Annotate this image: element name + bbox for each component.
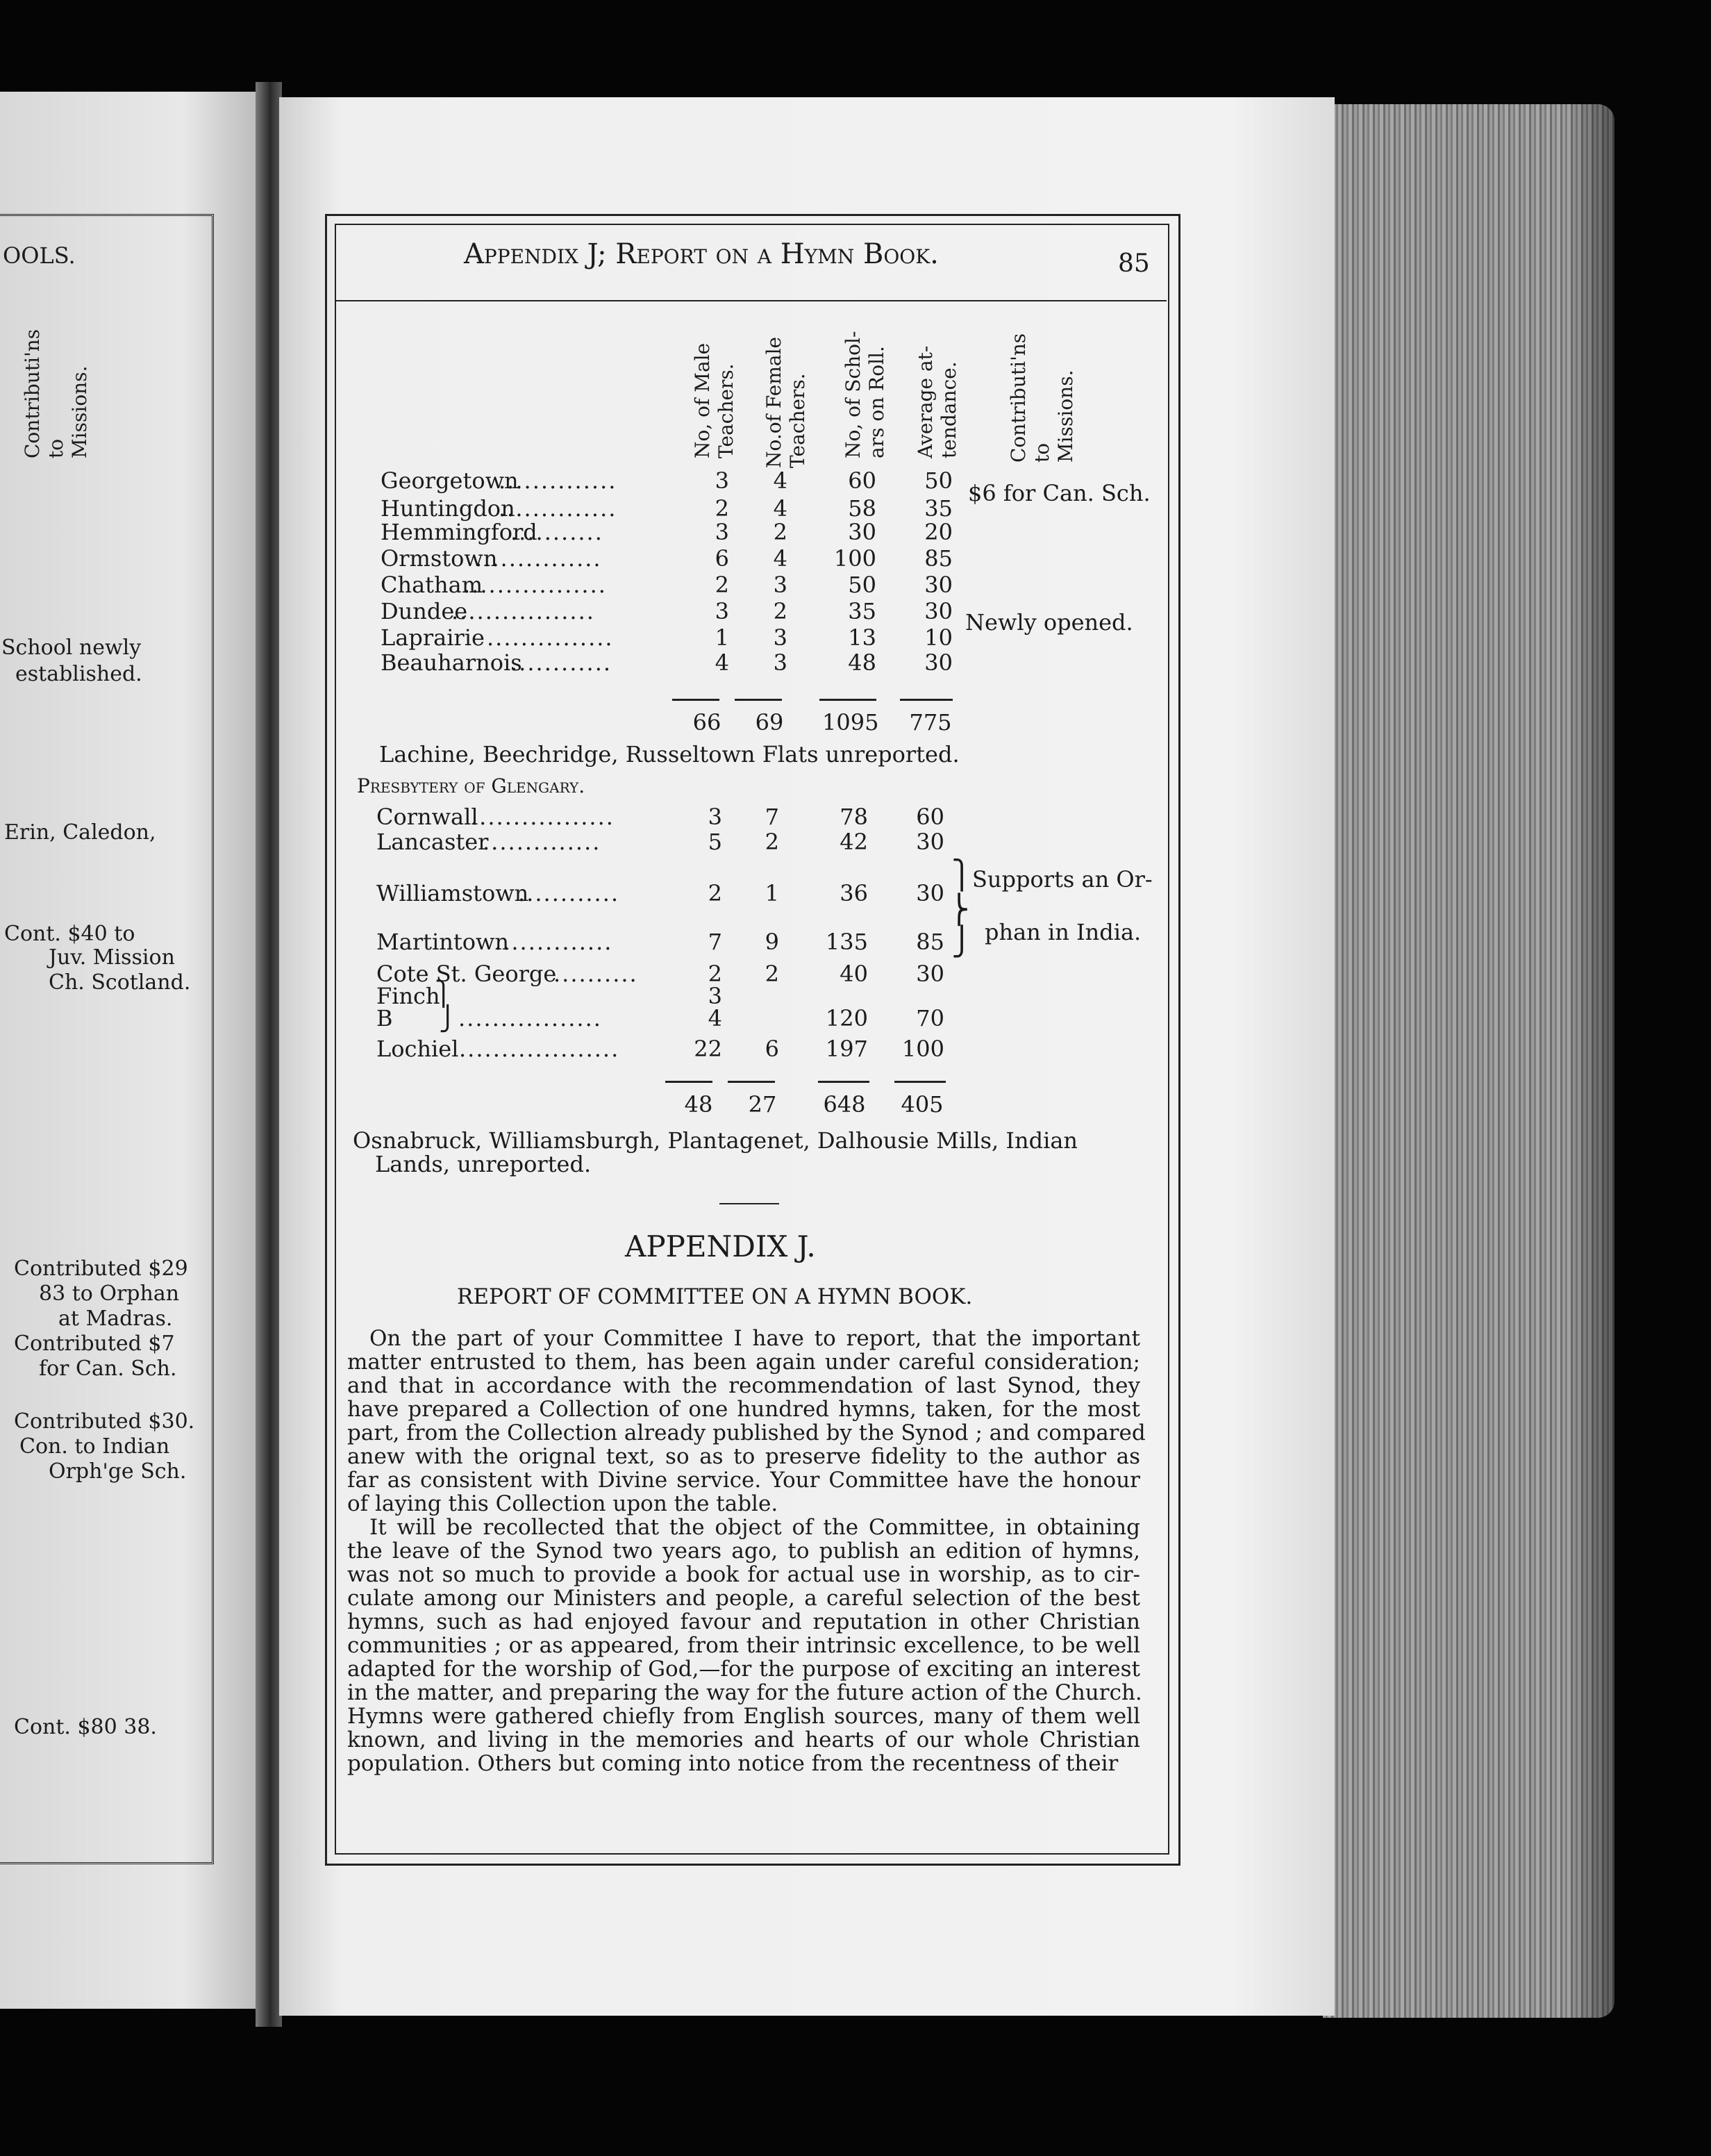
page-number: 85 <box>1118 249 1150 278</box>
cell-attendance: 20 <box>924 519 953 545</box>
total-scholars: 648 <box>823 1091 866 1118</box>
body-line: It will be recollected that the object of the Committee, in obtaining <box>369 1515 1140 1540</box>
row-leader: .......... <box>553 961 638 987</box>
row-leader: .............. <box>494 929 613 955</box>
running-head: Appendix J; Report on a Hymn Book. <box>464 238 939 270</box>
left-note: Cont. $80 38. <box>14 1715 157 1739</box>
left-note: Con. to Indian <box>19 1434 170 1459</box>
body-line: of laying this Collection upon the table. <box>347 1491 778 1516</box>
cell-attendance: 30 <box>924 649 953 676</box>
body-line: matter entrusted to them, has been again under careful consideration; <box>347 1350 1140 1375</box>
body-line: known, and living in the memories and hearts of our whole Christian <box>347 1727 1140 1752</box>
total-female-teachers: 27 <box>748 1091 777 1118</box>
row-name: Martintown <box>376 929 509 955</box>
row-leader: .............. <box>483 829 601 855</box>
row-name: Laprairie <box>381 624 485 651</box>
brace-icon: ⎫ <box>951 859 972 891</box>
left-note: School newly <box>1 636 142 660</box>
cell-male-teachers: 1 <box>715 624 729 651</box>
row-leader: ................. <box>471 804 615 830</box>
left-note: Erin, Caledon, <box>4 820 156 845</box>
body-line: have prepared a Collection of one hundred hymns, taken, for the most <box>347 1397 1140 1422</box>
total-attendance: 405 <box>901 1091 944 1118</box>
cell-male-teachers: 3 <box>715 598 729 624</box>
row-name: Ormstown <box>381 545 498 572</box>
left-page-border <box>0 214 214 1864</box>
body-line: the leave of the Synod two years ago, to publish an edition of hymns, <box>347 1539 1140 1564</box>
row-leader: ............... <box>487 624 614 651</box>
cell-male-teachers: 22 <box>694 1036 722 1062</box>
cell-scholars: 13 <box>848 624 876 651</box>
unreported-note: Osnabruck, Williamsburgh, Plantagenet, Dalhousie Mills, Indian <box>353 1127 1078 1154</box>
cell-scholars: 58 <box>848 495 876 522</box>
body-line: in the matter, and preparing the way for the future action of the Church. <box>347 1680 1142 1705</box>
cell-female-teachers: 3 <box>773 649 787 676</box>
cell-male-teachers: 6 <box>715 545 729 572</box>
total-attendance: 775 <box>909 709 952 736</box>
left-heading-fragment: OOLS. <box>3 242 76 269</box>
body-line: adapted for the worship of God,—for the purpose of exciting an interest <box>347 1657 1140 1682</box>
body-line: anew with the orignal text, so as to preserve fidelity to the author as <box>347 1444 1140 1469</box>
body-line: On the part of your Committee I have to report, that the important <box>369 1326 1140 1351</box>
cell-scholars: 197 <box>825 1036 868 1062</box>
row-leader: ............ <box>518 880 620 906</box>
total-rule <box>672 699 719 701</box>
column-header-contributions: Contributi'ns to Missions. <box>1007 333 1077 463</box>
cell-male-teachers: 3 <box>708 983 722 1009</box>
column-header-female-teachers: No.of Female Teachers. <box>762 336 809 468</box>
row-name: Beauharnois <box>381 649 522 676</box>
appendix-subtitle: REPORT OF COMMITTEE ON A HYMN BOOK. <box>457 1284 973 1309</box>
unreported-note: Lachine, Beechridge, Russeltown Flats unreported. <box>379 741 960 768</box>
cell-attendance: 85 <box>916 929 944 955</box>
total-scholars: 1095 <box>822 709 879 736</box>
cell-female-teachers: 6 <box>765 1036 779 1062</box>
cell-scholars: 48 <box>848 649 876 676</box>
cell-attendance: 30 <box>924 598 953 624</box>
row-name: Hemmingford <box>381 519 537 545</box>
cell-male-teachers: 7 <box>708 929 722 955</box>
column-header-male-teachers: No, of Male Teachers. <box>691 342 737 458</box>
cell-scholars: 135 <box>825 929 868 955</box>
cell-scholars: 35 <box>848 598 876 624</box>
cell-female-teachers: 4 <box>773 495 787 522</box>
cell-scholars: 78 <box>840 804 868 830</box>
cell-female-teachers: 2 <box>765 961 779 987</box>
row-name: Cote St. George <box>376 961 557 987</box>
row-name: Chatham <box>381 572 483 598</box>
row-name: Lancaster <box>376 829 489 855</box>
cell-male-teachers: 3 <box>715 467 729 494</box>
total-female-teachers: 69 <box>755 709 784 736</box>
total-rule <box>894 1081 946 1083</box>
left-note: Cont. $40 to <box>4 922 135 946</box>
left-note: Juv. Mission <box>49 945 175 970</box>
body-line: culate among our Ministers and people, a careful selection of the best <box>347 1586 1140 1611</box>
brace-icon: ⎭ <box>439 1005 457 1033</box>
row-leader: ............... <box>475 545 602 572</box>
cell-attendance: 85 <box>924 545 953 572</box>
left-column-header: Contributi'ns to Missions. <box>21 329 91 458</box>
row-name: Cornwall <box>376 804 478 830</box>
left-note: Ch. Scotland. <box>49 970 191 995</box>
cell-attendance: 30 <box>916 961 944 987</box>
book-gutter <box>256 82 282 2027</box>
brace-icon: ⎬ <box>949 894 969 926</box>
row-leader: ................. <box>451 598 595 624</box>
section-heading: Presbytery of Glengary. <box>357 774 585 797</box>
row-leader: ........... <box>510 519 603 545</box>
row-contribution: $6 for Can. Sch. <box>968 480 1151 506</box>
cell-scholars: 120 <box>825 1005 868 1031</box>
cell-female-teachers: 9 <box>765 929 779 955</box>
cell-female-teachers: 3 <box>773 624 787 651</box>
total-male-teachers: 66 <box>692 709 721 736</box>
cell-attendance: 10 <box>924 624 953 651</box>
body-line: and that in accordance with the recommendation of last Synod, they <box>347 1373 1140 1398</box>
cell-male-teachers: 3 <box>715 519 729 545</box>
cell-attendance: 30 <box>924 572 953 598</box>
cell-attendance: 100 <box>901 1036 944 1062</box>
left-note: Orph'ge Sch. <box>49 1459 187 1484</box>
total-rule <box>735 699 782 701</box>
column-header-average-attendance: Average at- tendance. <box>914 345 960 458</box>
row-name: Williamstown <box>376 880 529 906</box>
body-line: communities ; or as appeared, from their intrinsic excellence, to be well <box>347 1633 1140 1658</box>
cell-male-teachers: 2 <box>708 961 722 987</box>
left-note: established. <box>15 662 142 686</box>
left-note: at Madras. <box>58 1307 173 1331</box>
page-edges-shadow <box>1566 104 1614 2018</box>
body-line: hymns, such as had enjoyed favour and reputation in other Christian <box>347 1609 1140 1634</box>
total-rule <box>818 1081 869 1083</box>
total-rule <box>665 1081 712 1083</box>
cell-scholars: 36 <box>840 880 868 906</box>
row-leader: .............. <box>499 495 617 522</box>
brace-icon: ⎭ <box>951 926 972 958</box>
row-leader: ................. <box>463 572 607 598</box>
total-rule <box>728 1081 775 1083</box>
cell-scholars: 40 <box>840 961 868 987</box>
brace-icon: ⎫ <box>435 980 453 1008</box>
row-leader: .............. <box>499 467 617 494</box>
row-name: B <box>376 1005 393 1031</box>
left-note: Contributed $7 <box>14 1332 175 1356</box>
row-leader: ............ <box>510 649 612 676</box>
total-male-teachers: 48 <box>684 1091 713 1118</box>
column-header-scholars-on-roll: No, of Schol- ars on Roll. <box>842 331 888 458</box>
body-line: part, from the Collection already published by the Synod ; and compared <box>347 1420 1146 1445</box>
left-note: Contributed $30. <box>14 1409 195 1434</box>
cell-attendance: 60 <box>916 804 944 830</box>
cell-male-teachers: 4 <box>708 1005 722 1031</box>
body-line: was not so much to provide a book for actual use in worship, as to cir- <box>347 1562 1140 1587</box>
header-rule <box>335 300 1167 301</box>
cell-attendance: 30 <box>916 880 944 906</box>
cell-male-teachers: 2 <box>708 880 722 906</box>
row-name: Huntingdon <box>381 495 515 522</box>
cell-female-teachers: 4 <box>773 545 787 572</box>
body-line: population. Others but coming into notice from the recentness of their <box>347 1751 1119 1776</box>
contribution-note: phan in India. <box>985 919 1142 945</box>
section-divider <box>719 1203 779 1204</box>
cell-male-teachers: 2 <box>715 495 729 522</box>
cell-male-teachers: 2 <box>715 572 729 598</box>
cell-female-teachers: 2 <box>773 598 787 624</box>
cell-attendance: 50 <box>924 467 953 494</box>
cell-female-teachers: 2 <box>765 829 779 855</box>
left-note: Contributed $29 <box>14 1257 188 1281</box>
cell-scholars: 60 <box>848 467 876 494</box>
row-name: Georgetown <box>381 467 519 494</box>
cell-female-teachers: 4 <box>773 467 787 494</box>
left-note: 83 to Orphan <box>39 1282 180 1306</box>
cell-attendance: 35 <box>924 495 953 522</box>
unreported-note: Lands, unreported. <box>375 1151 592 1177</box>
appendix-title: APPENDIX J. <box>625 1229 816 1263</box>
cell-attendance: 30 <box>916 829 944 855</box>
cell-female-teachers: 7 <box>765 804 779 830</box>
row-leader: ................. <box>458 1005 602 1031</box>
cell-scholars: 30 <box>848 519 876 545</box>
cell-male-teachers: 5 <box>708 829 722 855</box>
row-name: Lochiel <box>376 1036 459 1062</box>
cell-scholars: 50 <box>848 572 876 598</box>
contribution-note: Supports an Or- <box>972 866 1153 893</box>
cell-scholars: 42 <box>840 829 868 855</box>
cell-male-teachers: 3 <box>708 804 722 830</box>
total-rule <box>819 699 876 701</box>
body-line: far as consistent with Divine service. Your Committee have the honour <box>347 1468 1140 1493</box>
left-note: for Can. Sch. <box>39 1357 177 1381</box>
row-name: Finch <box>376 983 440 1009</box>
cell-attendance: 70 <box>916 1005 944 1031</box>
cell-scholars: 100 <box>833 545 876 572</box>
row-contribution: Newly opened. <box>965 609 1133 636</box>
body-line: Hymns were gathered chiefly from English sources, many of them well <box>347 1704 1140 1729</box>
cell-male-teachers: 4 <box>715 649 729 676</box>
cell-female-teachers: 2 <box>773 519 787 545</box>
total-rule <box>900 699 953 701</box>
cell-female-teachers: 1 <box>765 880 779 906</box>
row-leader: ................... <box>459 1036 620 1062</box>
row-name: Dundee <box>381 598 468 624</box>
cell-female-teachers: 3 <box>773 572 787 598</box>
